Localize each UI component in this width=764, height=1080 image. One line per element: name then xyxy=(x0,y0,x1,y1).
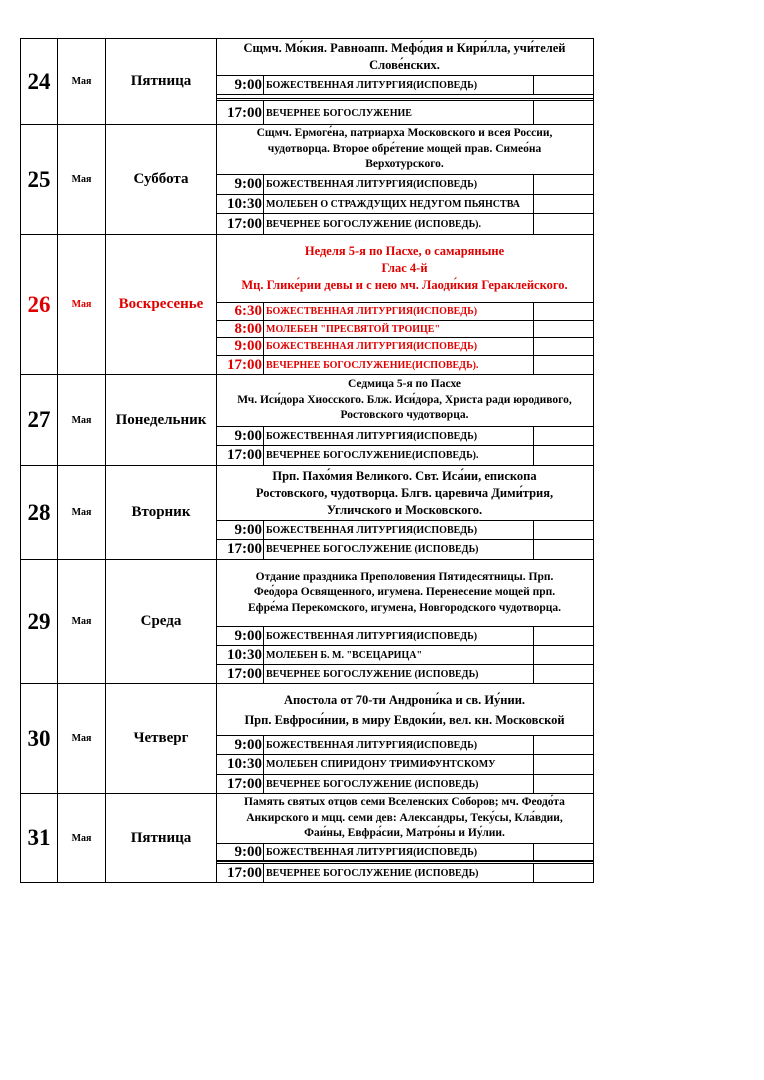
service-row xyxy=(216,76,593,95)
service-row xyxy=(216,338,593,356)
day-number: 26 xyxy=(21,235,58,374)
day-number: 28 xyxy=(21,466,58,559)
service-row xyxy=(216,844,593,861)
feast-line: чудотворца. Второе обре́тение мощей прав. Симео́на xyxy=(267,142,542,155)
day-details xyxy=(216,794,593,882)
feast-line: Глас 4-й xyxy=(381,261,428,275)
service-name: ВЕЧЕРНЕЕ БОГОСЛУЖЕНИЕ xyxy=(266,101,534,125)
service-row xyxy=(216,665,593,683)
feast-description xyxy=(216,39,593,76)
service-time: 17:00 xyxy=(216,665,264,683)
day-details xyxy=(216,39,593,124)
service-time: 17:00 xyxy=(216,446,264,465)
feast-line: Слове́нских. xyxy=(369,58,440,72)
feast-line: Фео́дора Освященного, игумена. Перенесение мощей прп. xyxy=(253,586,556,599)
weekday-label: Пятница xyxy=(106,39,217,124)
day-row xyxy=(20,38,594,125)
feast-line: Сщмч. Мо́кия. Равноапп. Мефо́дия и Кири́лла, учи́телей xyxy=(243,41,566,55)
service-name: МОЛЕБЕН О СТРАЖДУЩИХ НЕДУГОМ ПЬЯНСТВА xyxy=(266,195,534,213)
service-time: 10:30 xyxy=(216,755,264,774)
month-label: Мая xyxy=(58,466,106,559)
service-name: БОЖЕСТВЕННАЯ ЛИТУРГИЯ(ИСПОВЕДЬ) xyxy=(266,736,534,754)
feast-line: Ростовского чудотворца. xyxy=(340,409,469,422)
service-name: ВЕЧЕРНЕЕ БОГОСЛУЖЕНИЕ (ИСПОВЕДЬ) xyxy=(266,864,534,882)
service-row xyxy=(216,861,593,882)
feast-line: Прп. Евфроси́нии, в миру Евдоки́и, вел. кн. Московской xyxy=(244,712,565,727)
feast-line: Анкирского и мцц. семи дев: Александры, Теку́сы, Кла́вдии, xyxy=(246,811,563,824)
service-time: 10:30 xyxy=(216,646,264,664)
feast-line: Память святых отцов семи Вселенских Соборов; мч. Феодо́та xyxy=(244,796,565,809)
service-time: 17:00 xyxy=(216,775,264,793)
weekday-label: Среда xyxy=(106,560,217,683)
day-number: 27 xyxy=(21,375,58,465)
service-time: 9:00 xyxy=(216,521,264,539)
service-row xyxy=(216,427,593,446)
service-name: ВЕЧЕРНЕЕ БОГОСЛУЖЕНИЕ (ИСПОВЕДЬ) xyxy=(266,540,534,559)
feast-description xyxy=(216,466,593,521)
service-name: БОЖЕСТВЕННАЯ ЛИТУРГИЯ(ИСПОВЕДЬ) xyxy=(266,844,534,860)
day-row xyxy=(20,125,594,235)
service-row xyxy=(216,175,593,195)
service-name: МОЛЕБЕН Б. М. "ВСЕЦАРИЦА" xyxy=(266,646,534,664)
day-details xyxy=(216,560,593,683)
service-time: 9:00 xyxy=(216,76,264,94)
service-name: ВЕЧЕРНЕЕ БОГОСЛУЖЕНИЕ (ИСПОВЕДЬ) xyxy=(266,775,534,793)
month-label: Мая xyxy=(58,375,106,465)
service-time: 17:00 xyxy=(216,101,264,125)
feast-line: Сщмч. Ермоге́на, патриарха Московского и всея России, xyxy=(256,127,553,140)
service-row xyxy=(216,521,593,540)
month-label: Мая xyxy=(58,125,106,234)
service-time: 6:30 xyxy=(216,303,264,320)
month-label: Мая xyxy=(58,560,106,683)
weekday-label: Пятница xyxy=(106,794,217,882)
service-name: МОЛЕБЕН СПИРИДОНУ ТРИМИФУНТСКОМУ xyxy=(266,755,534,774)
weekday-label: Суббота xyxy=(106,125,217,234)
day-row xyxy=(20,560,594,684)
feast-line: Ростовского, чудотворца. Блгв. царевича Дими́трия, xyxy=(255,485,554,500)
month-label: Мая xyxy=(58,39,106,124)
weekday-label: Воскресенье xyxy=(106,235,217,374)
service-name: ВЕЧЕРНЕЕ БОГОСЛУЖЕНИЕ(ИСПОВЕДЬ). xyxy=(266,356,534,374)
day-row xyxy=(20,375,594,466)
service-time: 9:00 xyxy=(216,627,264,645)
feast-description xyxy=(216,375,593,427)
month-label: Мая xyxy=(58,794,106,882)
month-label: Мая xyxy=(58,684,106,793)
feast-line: Мч. Иси́дора Хиосского. Блж. Иси́дора, Христа ради юродивого, xyxy=(237,393,572,406)
service-name: ВЕЧЕРНЕЕ БОГОСЛУЖЕНИЕ (ИСПОВЕДЬ). xyxy=(266,214,534,234)
day-details xyxy=(216,235,593,374)
day-details xyxy=(216,684,593,793)
service-time: 9:00 xyxy=(216,736,264,754)
weekday-label: Четверг xyxy=(106,684,217,793)
month-label: Мая xyxy=(58,235,106,374)
service-name: ВЕЧЕРНЕЕ БОГОСЛУЖЕНИЕ (ИСПОВЕДЬ) xyxy=(266,665,534,683)
day-number: 29 xyxy=(21,560,58,683)
feast-description xyxy=(216,560,593,627)
day-row xyxy=(20,794,594,883)
feast-line: Отдание праздника Преполовения Пятидесятницы. Прп. xyxy=(255,570,554,583)
service-name: БОЖЕСТВЕННАЯ ЛИТУРГИЯ(ИСПОВЕДЬ) xyxy=(266,427,534,445)
day-row xyxy=(20,466,594,560)
service-time: 9:00 xyxy=(216,844,264,860)
service-time: 17:00 xyxy=(216,214,264,234)
feast-description xyxy=(216,684,593,736)
service-row xyxy=(216,446,593,465)
day-number: 25 xyxy=(21,125,58,234)
service-row xyxy=(216,356,593,374)
day-number: 30 xyxy=(21,684,58,793)
service-row xyxy=(216,755,593,775)
service-name: БОЖЕСТВЕННАЯ ЛИТУРГИЯ(ИСПОВЕДЬ) xyxy=(266,338,534,355)
feast-line: Мц. Глике́рии девы и с нею мч. Лаоди́кия Гераклейского. xyxy=(241,278,568,292)
day-details xyxy=(216,125,593,234)
service-row xyxy=(216,195,593,214)
service-row xyxy=(216,736,593,755)
service-time: 17:00 xyxy=(216,540,264,559)
feast-line: Ефре́ма Перекомского, игумена, Новгородского чудотворца. xyxy=(247,601,562,614)
feast-line: Угличского и Московского. xyxy=(326,502,483,517)
feast-line: Фаи́ны, Евфра́сии, Матро́ны и Иу́лии. xyxy=(304,827,505,840)
day-details xyxy=(216,466,593,559)
feast-description xyxy=(216,125,593,175)
feast-line: Прп. Пахо́мия Великого. Свт. Иса́ии, епископа xyxy=(272,468,537,483)
service-time: 9:00 xyxy=(216,175,264,194)
service-name: БОЖЕСТВЕННАЯ ЛИТУРГИЯ(ИСПОВЕДЬ) xyxy=(266,175,534,194)
service-name: БОЖЕСТВЕННАЯ ЛИТУРГИЯ(ИСПОВЕДЬ) xyxy=(266,521,534,539)
service-row xyxy=(216,775,593,793)
day-row xyxy=(20,684,594,794)
service-time: 9:00 xyxy=(216,427,264,445)
service-time: 10:30 xyxy=(216,195,264,213)
weekday-label: Вторник xyxy=(106,466,217,559)
service-row xyxy=(216,540,593,559)
service-time: 8:00 xyxy=(216,321,264,337)
day-row xyxy=(20,235,594,375)
feast-line: Апостола от 70-ти Андрони́ка и св. Иу́нии. xyxy=(283,692,526,707)
day-number: 31 xyxy=(21,794,58,882)
feast-line: Неделя 5-я по Пасхе, о самаряныне xyxy=(304,244,505,258)
day-number: 24 xyxy=(21,39,58,124)
service-row xyxy=(216,303,593,321)
service-row xyxy=(216,214,593,234)
service-time: 9:00 xyxy=(216,338,264,355)
service-time: 17:00 xyxy=(216,356,264,374)
service-row xyxy=(216,627,593,646)
weekday-label: Понедельник xyxy=(106,375,217,465)
feast-description xyxy=(216,794,593,844)
service-row xyxy=(216,98,593,125)
feast-line: Седмица 5-я по Пасхе xyxy=(347,378,462,391)
service-row xyxy=(216,646,593,665)
service-name: ВЕЧЕРНЕЕ БОГОСЛУЖЕНИЕ(ИСПОВЕДЬ). xyxy=(266,446,534,465)
day-details xyxy=(216,375,593,465)
service-time: 17:00 xyxy=(216,864,264,882)
service-row xyxy=(216,321,593,338)
service-name: БОЖЕСТВЕННАЯ ЛИТУРГИЯ(ИСПОВЕДЬ) xyxy=(266,76,534,94)
service-name: МОЛЕБЕН "ПРЕСВЯТОЙ ТРОИЦЕ" xyxy=(266,321,534,337)
service-name: БОЖЕСТВЕННАЯ ЛИТУРГИЯ(ИСПОВЕДЬ) xyxy=(266,303,534,320)
service-name: БОЖЕСТВЕННАЯ ЛИТУРГИЯ(ИСПОВЕДЬ) xyxy=(266,627,534,645)
feast-description xyxy=(216,235,593,303)
feast-line: Верхотурского. xyxy=(365,158,444,171)
